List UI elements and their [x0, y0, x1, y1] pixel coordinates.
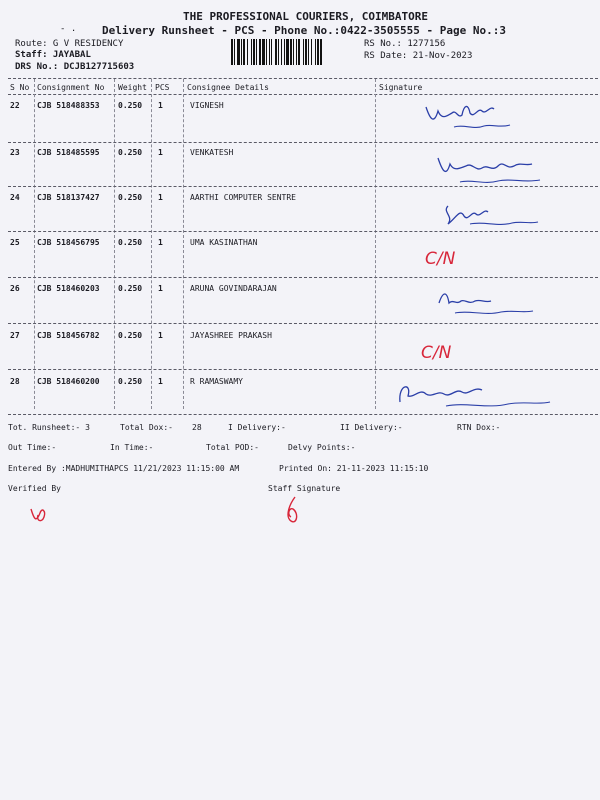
row-consignee: JAYASHREE PRAKASH [190, 331, 272, 340]
col-header-pcs: PCS [155, 83, 170, 92]
cn-mark-row-25: C/N [425, 249, 456, 269]
signature-row-24 [440, 198, 540, 234]
staff-signature-mark [281, 495, 305, 529]
row-weight: 0.250 [118, 331, 143, 340]
col-header-consignee: Consignee Details [187, 83, 269, 92]
row-consignee: UMA KASINATHAN [190, 238, 258, 247]
row-sno: 22 [10, 101, 20, 110]
signature-row-26 [435, 289, 535, 323]
row-weight: 0.250 [118, 238, 143, 247]
total-dox-value: 28 [192, 423, 202, 432]
row-sno: 27 [10, 331, 20, 340]
row-sno: 26 [10, 284, 20, 293]
runsheet-subtitle: Delivery Runsheet - PCS - Phone No.:0422-3505555 - Page No.:3 [102, 24, 506, 37]
row-consignee: AARTHI COMPUTER SENTRE [190, 193, 296, 202]
signature-row-22 [424, 97, 514, 137]
row-pcs: 1 [158, 238, 163, 247]
col-sep [34, 79, 35, 409]
total-pod: Total POD:- [206, 443, 259, 452]
delvy-points: Delvy Points:- [288, 443, 356, 452]
staff-label: Staff: JAYABAL [15, 50, 91, 60]
row-weight: 0.250 [118, 284, 143, 293]
tot-runsheet: Tot. Runsheet:- 3 [8, 423, 90, 432]
col-header-sno: S No [10, 83, 30, 92]
row-pcs: 1 [158, 148, 163, 157]
row-weight: 0.250 [118, 377, 143, 386]
total-dox-label: Total Dox:- [120, 423, 173, 432]
entered-by: Entered By :MADHUMITHAPCS 11/21/2023 11:15:00 AM [8, 464, 240, 473]
ii-delivery: II Delivery:- [340, 423, 403, 432]
row-consignee: R RAMASWAMY [190, 377, 243, 386]
in-time: In Time:- [110, 443, 154, 452]
verified-by-label: Verified By [8, 484, 61, 493]
col-sep [183, 79, 184, 409]
row-consignment: CJB 518460203 [37, 284, 100, 293]
verified-by-signature [28, 503, 52, 527]
rtn-dox: RTN Dox:- [457, 423, 501, 432]
col-sep [151, 79, 152, 409]
row-divider [8, 142, 598, 143]
barcode [231, 39, 359, 65]
col-header-weight: Weight [118, 83, 147, 92]
row-weight: 0.250 [118, 101, 143, 110]
col-header-consignment: Consignment No [37, 83, 105, 92]
row-consignment: CJB 518456795 [37, 238, 100, 247]
signature-row-28 [396, 380, 556, 414]
signature-row-23 [436, 152, 546, 192]
cn-mark-row-27: C/N [421, 343, 452, 363]
rs-date: RS Date: 21-Nov-2023 [364, 51, 473, 61]
company-name: THE PROFESSIONAL COURIERS, COIMBATORE [183, 10, 429, 23]
out-time: Out Time:- [8, 443, 57, 452]
drs-number: DRS No.: DCJB127715603 [15, 62, 135, 72]
route-label: Route: G V RESIDENCY [15, 39, 124, 49]
row-divider [8, 369, 598, 370]
row-sno: 25 [10, 238, 20, 247]
row-pcs: 1 [158, 284, 163, 293]
row-divider [8, 323, 598, 324]
row-sno: 28 [10, 377, 20, 386]
staff-signature-label: Staff Signature [268, 484, 341, 493]
row-sno: 24 [10, 193, 20, 202]
row-weight: 0.250 [118, 148, 143, 157]
printed-on: Printed On: 21-11-2023 11:15:10 [279, 464, 429, 473]
col-sep [375, 79, 376, 409]
col-sep [114, 79, 115, 409]
row-consignment: CJB 518137427 [37, 193, 100, 202]
row-weight: 0.250 [118, 193, 143, 202]
row-pcs: 1 [158, 331, 163, 340]
row-pcs: 1 [158, 101, 163, 110]
row-pcs: 1 [158, 193, 163, 202]
col-header-signature: Signature [379, 83, 423, 92]
stray-mark: - . [60, 24, 77, 34]
row-consignee: VIGNESH [190, 101, 224, 110]
row-consignment: CJB 518456782 [37, 331, 100, 340]
header-divider [8, 94, 598, 95]
row-consignee: ARUNA GOVINDARAJAN [190, 284, 277, 293]
row-consignee: VENKATESH [190, 148, 234, 157]
row-consignment: CJB 518460200 [37, 377, 100, 386]
row-sno: 23 [10, 148, 20, 157]
rs-number: RS No.: 1277156 [364, 39, 446, 49]
row-divider [8, 277, 598, 278]
table-bottom-border [8, 414, 598, 415]
row-consignment: CJB 518488353 [37, 101, 100, 110]
row-consignment: CJB 518485595 [37, 148, 100, 157]
table-top-border [8, 78, 598, 79]
i-delivery: I Delivery:- [228, 423, 286, 432]
row-pcs: 1 [158, 377, 163, 386]
